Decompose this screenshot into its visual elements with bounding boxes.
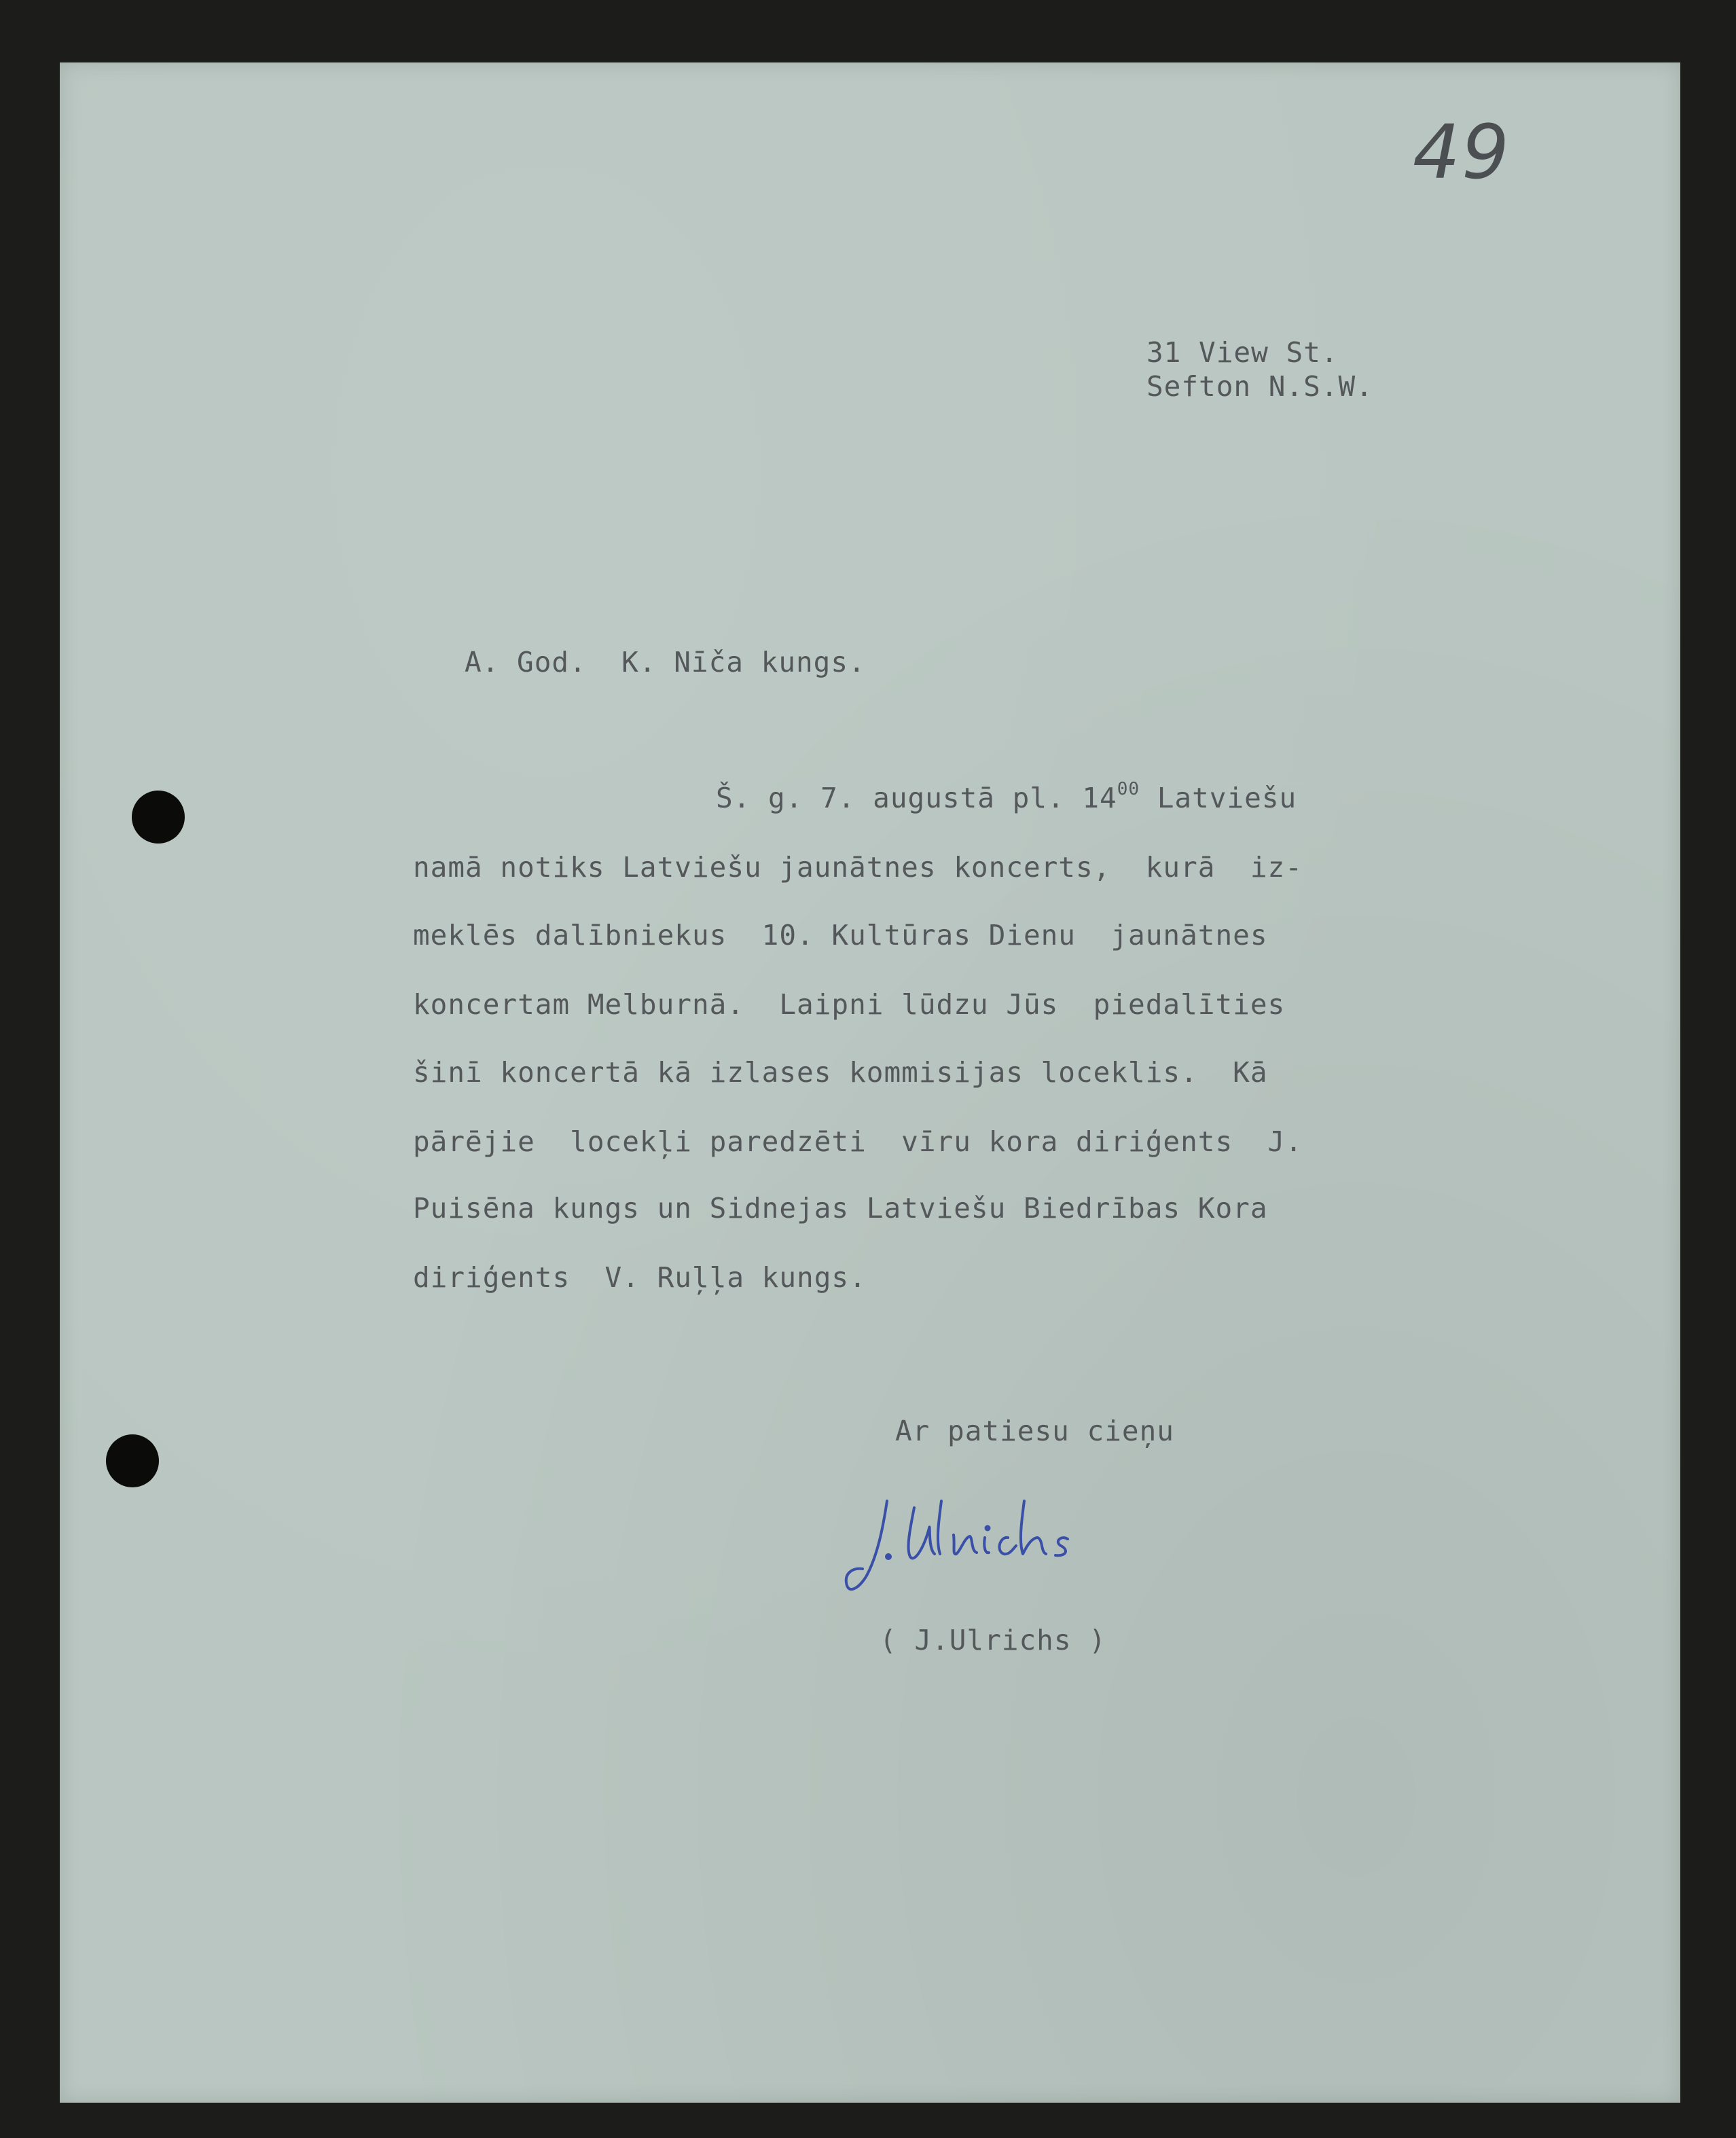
body-line: namā notiks Latviešu jaunātnes koncerts, kurā iz- bbox=[413, 851, 1303, 884]
handwritten-signature bbox=[839, 1481, 1152, 1603]
body-line: meklēs dalībniekus 10. Kultūras Dienu jaunātnes bbox=[413, 919, 1268, 952]
body-line: koncertam Melburnā. Laipni lūdzu Jūs piedalīties bbox=[413, 988, 1286, 1021]
address-line-1: 31 View St. bbox=[1146, 336, 1339, 369]
closing: Ar patiesu cieņu bbox=[895, 1415, 1174, 1447]
printed-name: ( J.Ulrichs ) bbox=[880, 1624, 1106, 1656]
time-superscript: 00 bbox=[1117, 779, 1140, 800]
address-line-2: Sefton N.S.W. bbox=[1146, 370, 1373, 403]
body-line: pārējie locekļi paredzēti vīru kora diriģents J. bbox=[413, 1125, 1303, 1158]
body-first-line-start: Š. g. 7. augustā pl. 14 bbox=[716, 782, 1117, 814]
punch-hole-lower bbox=[106, 1434, 159, 1487]
greeting: A. God. K. Nīča kungs. bbox=[465, 646, 866, 678]
body-line: diriģents V. Ruļļa kungs. bbox=[413, 1261, 867, 1294]
body-line: šinī koncertā kā izlases kommisijas loceklis. Kā bbox=[413, 1056, 1268, 1089]
body-first-line-end: Latviešu bbox=[1140, 782, 1297, 814]
punch-hole-upper bbox=[132, 791, 185, 844]
body-first-line bbox=[716, 781, 1297, 815]
body-line: Puisēna kungs un Sidnejas Latviešu Biedrības Kora bbox=[413, 1192, 1268, 1225]
handwritten-page-number: 49 bbox=[1413, 109, 1511, 196]
